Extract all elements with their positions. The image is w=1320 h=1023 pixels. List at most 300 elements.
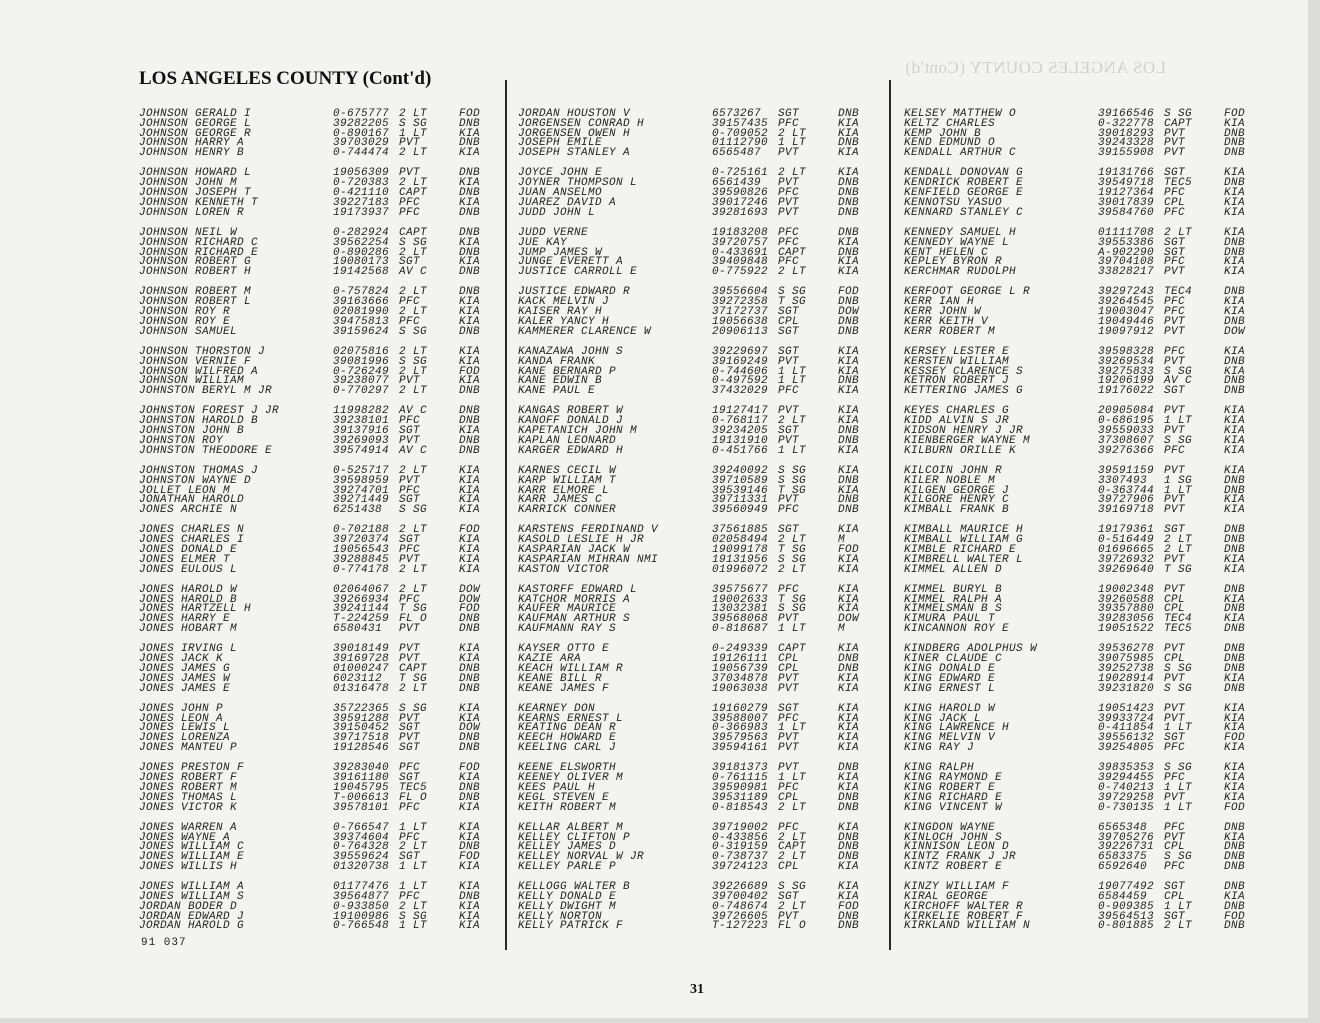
entry-group bbox=[518, 821, 888, 873]
rank: PVT bbox=[399, 623, 421, 636]
status-code: KIA bbox=[1224, 672, 1246, 685]
rank: PVT bbox=[778, 405, 800, 418]
status-code: DNB bbox=[838, 841, 860, 854]
entry-group bbox=[139, 345, 509, 398]
serial-number: 19049446 bbox=[1098, 315, 1155, 328]
rank: PFC bbox=[399, 484, 421, 497]
roster-entry bbox=[139, 863, 509, 873]
rank: 2 LT bbox=[399, 147, 428, 160]
soldier-name: KIRKELIE ROBERT F bbox=[904, 910, 1024, 923]
soldier-name: KARR JAMES C bbox=[518, 494, 603, 507]
soldier-name: KEGL STEVEN E bbox=[518, 791, 610, 804]
serial-number: 0-366983 bbox=[712, 722, 769, 735]
rank: PVT bbox=[778, 147, 800, 160]
status-code: KIA bbox=[459, 375, 481, 388]
soldier-name: KELLEY NORVAL W JR bbox=[518, 851, 645, 864]
soldier-name: KERR IAN H bbox=[904, 296, 975, 309]
status-code: DNB bbox=[459, 613, 481, 626]
serial-number: 11998282 bbox=[333, 405, 390, 418]
serial-number: 19077492 bbox=[1098, 881, 1155, 894]
scan-edge bbox=[1308, 0, 1320, 1023]
status-code: DNB bbox=[1224, 147, 1246, 160]
rank: T SG bbox=[1164, 563, 1193, 576]
soldier-name: KIRCHOFF WALTER R bbox=[904, 900, 1024, 913]
soldier-name: KIMURA PAUL T bbox=[904, 613, 996, 626]
rank: PFC bbox=[1164, 296, 1186, 309]
status-code: KIA bbox=[838, 147, 860, 160]
roster-entry bbox=[139, 506, 509, 516]
soldier-name: KIMBALL WILLIAM G bbox=[904, 534, 1024, 547]
status-code: DNB bbox=[459, 623, 481, 636]
soldier-name: JOHNSTON WAYNE D bbox=[139, 474, 252, 487]
soldier-name: JOHNSON WILFRED A bbox=[139, 365, 259, 378]
rank: PFC bbox=[778, 187, 800, 200]
soldier-name: JORDAN BODER D bbox=[139, 900, 238, 913]
serial-number: 19097912 bbox=[1098, 325, 1155, 338]
serial-number: 19131766 bbox=[1098, 167, 1155, 180]
rank: SGT bbox=[399, 425, 421, 438]
entry-group bbox=[904, 583, 1274, 636]
roster-entry bbox=[904, 149, 1274, 159]
rank: PFC bbox=[778, 226, 800, 239]
soldier-name: KARP WILLIAM T bbox=[518, 474, 617, 487]
entry-group bbox=[904, 764, 1274, 813]
status-code: DNB bbox=[838, 653, 860, 666]
status-code: DNB bbox=[1224, 474, 1246, 487]
soldier-name: JOYNER THOMPSON L bbox=[518, 177, 638, 190]
soldier-name: KINZY WILLIAM F bbox=[904, 881, 1010, 894]
status-code: FOD bbox=[838, 543, 860, 556]
entry-group bbox=[518, 407, 888, 456]
status-code: KIA bbox=[838, 682, 860, 695]
serial-number: 0-757824 bbox=[333, 286, 390, 299]
soldier-name: JUE KAY bbox=[518, 236, 568, 249]
status-code: KIA bbox=[459, 494, 481, 507]
entry-group bbox=[518, 645, 888, 694]
soldier-name: KINTZ ROBERT E bbox=[904, 861, 1003, 873]
entry-group bbox=[904, 345, 1274, 398]
roster-entry bbox=[518, 387, 888, 397]
status-code: KIA bbox=[1224, 266, 1246, 279]
status-code: DNB bbox=[838, 375, 860, 388]
soldier-name: KEITH ROBERT M bbox=[518, 801, 617, 814]
status-code: KIA bbox=[1224, 415, 1246, 428]
soldier-name: KELLY NORTON bbox=[518, 910, 603, 923]
roster-column-1 bbox=[139, 110, 509, 943]
rank: PFC bbox=[778, 385, 800, 398]
status-code: DNB bbox=[1224, 355, 1246, 368]
entry-group bbox=[904, 702, 1274, 755]
rank: PVT bbox=[1164, 127, 1186, 140]
soldier-name: JOHNSON HARRY A bbox=[139, 137, 245, 150]
rank: PVT bbox=[1164, 425, 1186, 438]
serial-number: 39260588 bbox=[1098, 593, 1155, 606]
soldier-name: JONES JAMES E bbox=[139, 682, 231, 695]
soldier-name: JOHNSON KENNETH T bbox=[139, 196, 259, 209]
rank: SGT bbox=[1164, 167, 1186, 180]
status-code: DNB bbox=[838, 206, 860, 219]
soldier-name: KENNEDY WAYNE L bbox=[904, 236, 1010, 249]
status-code: KIA bbox=[459, 563, 481, 576]
rank: PFC bbox=[1164, 345, 1186, 358]
rank: PFC bbox=[399, 196, 421, 209]
rank: 1 LT bbox=[399, 821, 428, 834]
serial-number: 39169718 bbox=[1098, 504, 1155, 517]
rank: PFC bbox=[399, 543, 421, 556]
soldier-name: JOSEPH EMILE bbox=[518, 137, 603, 150]
soldier-name: KELLEY JAMES D bbox=[518, 841, 617, 854]
status-code: DNB bbox=[1224, 286, 1246, 299]
status-code: KIA bbox=[459, 772, 481, 785]
soldier-name: KING JACK L bbox=[904, 712, 982, 725]
rank: SGT bbox=[399, 851, 421, 864]
serial-number: 39181373 bbox=[712, 762, 769, 775]
entry-group bbox=[904, 526, 1274, 575]
rank: PVT bbox=[778, 672, 800, 685]
status-code: KIA bbox=[838, 464, 860, 477]
serial-number: 39590826 bbox=[712, 187, 769, 200]
soldier-name: KILER NOBLE M bbox=[904, 474, 996, 487]
serial-number: 39579563 bbox=[712, 732, 769, 745]
serial-number: 39564877 bbox=[333, 891, 390, 904]
serial-number: 0-818687 bbox=[712, 623, 769, 636]
status-code: KIA bbox=[838, 405, 860, 418]
status-code: DNB bbox=[1224, 841, 1246, 854]
soldier-name: KAYSER OTTO E bbox=[518, 643, 610, 656]
serial-number: 39281693 bbox=[712, 206, 769, 219]
serial-number: 01996072 bbox=[712, 563, 769, 576]
status-code: DNB bbox=[838, 851, 860, 864]
serial-number: 0-421110 bbox=[333, 187, 390, 200]
serial-number: 39243328 bbox=[1098, 137, 1155, 150]
rank: 1 LT bbox=[778, 137, 807, 150]
soldier-name: KING RAYMOND E bbox=[904, 772, 1003, 785]
rank: PVT bbox=[1164, 405, 1186, 418]
roster-entry bbox=[139, 563, 509, 576]
rank: 1 LT bbox=[1164, 415, 1193, 428]
status-code: KIA bbox=[838, 355, 860, 368]
rank: 1 SG bbox=[1164, 474, 1193, 487]
rank: SGT bbox=[1164, 881, 1186, 894]
rank: SGT bbox=[1164, 385, 1186, 398]
soldier-name: KANAZAWA JOHN S bbox=[518, 345, 624, 358]
serial-number: 19051522 bbox=[1098, 623, 1155, 636]
rank: CAPT bbox=[399, 662, 428, 675]
rank: AV C bbox=[1164, 375, 1193, 388]
status-code: KIA bbox=[838, 444, 860, 457]
status-code: DNB bbox=[459, 266, 481, 279]
rank: CAPT bbox=[399, 226, 428, 239]
roster-entry bbox=[518, 922, 888, 932]
rank: PFC bbox=[1164, 861, 1186, 873]
soldier-name: KASPARIAN JACK W bbox=[518, 543, 631, 556]
rank: PFC bbox=[399, 593, 421, 606]
serial-number: 0-761115 bbox=[712, 772, 769, 785]
soldier-name: JONES ELMER T bbox=[139, 553, 231, 566]
status-code: KIA bbox=[1224, 444, 1246, 457]
status-code: DOW bbox=[459, 722, 481, 735]
serial-number: 39374604 bbox=[333, 831, 390, 844]
soldier-name: KAPLAN LEONARD bbox=[518, 434, 617, 447]
rank: SGT bbox=[1164, 524, 1186, 537]
status-code: KIA bbox=[1224, 256, 1246, 269]
status-code: FOD bbox=[1224, 910, 1246, 923]
status-code: DNB bbox=[838, 108, 860, 120]
rank: T SG bbox=[778, 593, 807, 606]
serial-number: 39288845 bbox=[333, 553, 390, 566]
rank: CPL bbox=[1164, 196, 1186, 209]
entry-group bbox=[518, 226, 888, 279]
soldier-name: JOHNSON NEIL W bbox=[139, 226, 238, 239]
soldier-name: JOHNSON GEORGE L bbox=[139, 117, 252, 130]
rank: 1 LT bbox=[1164, 781, 1193, 794]
roster-entry bbox=[904, 563, 1274, 576]
soldier-name: KATCHOR MORRIS A bbox=[518, 593, 631, 606]
status-code: KIA bbox=[459, 296, 481, 309]
serial-number: 39705276 bbox=[1098, 831, 1155, 844]
status-code: KIA bbox=[1224, 553, 1246, 566]
serial-number: 6592640 bbox=[1098, 861, 1148, 873]
soldier-name: JONES WAYNE A bbox=[139, 831, 231, 844]
soldier-name: KANE BERNARD P bbox=[518, 365, 617, 378]
rank: S SG bbox=[1164, 365, 1193, 378]
soldier-name: KAUFMANN RAY S bbox=[518, 623, 617, 636]
soldier-name: JOHNSTON FOREST J JR bbox=[139, 405, 280, 418]
soldier-name: KAZIE ARA bbox=[518, 653, 582, 666]
serial-number: 39578101 bbox=[333, 801, 390, 814]
rank: PVT bbox=[1164, 791, 1186, 804]
roster-entry bbox=[904, 863, 1274, 873]
soldier-name: JOHNSON ROY R bbox=[139, 306, 231, 319]
soldier-name: KELTZ CHARLES bbox=[904, 117, 996, 130]
soldier-name: JOHNSON ROBERT H bbox=[139, 266, 252, 279]
soldier-name: JOHNSON SAMUEL bbox=[139, 325, 238, 338]
rank: CPL bbox=[1164, 593, 1186, 606]
entry-group bbox=[139, 526, 509, 575]
rank: PVT bbox=[399, 375, 421, 388]
roster-entry bbox=[904, 325, 1274, 338]
rank: PFC bbox=[399, 831, 421, 844]
soldier-name: JOHNSON ROBERT M bbox=[139, 286, 252, 299]
soldier-name: JOHNSON ROBERT G bbox=[139, 256, 252, 269]
status-code: DNB bbox=[838, 187, 860, 200]
rank: SGT bbox=[399, 722, 421, 735]
serial-number: 39163666 bbox=[333, 296, 390, 309]
soldier-name: JONES WILLIAM E bbox=[139, 851, 245, 864]
rank: 2 LT bbox=[399, 563, 428, 576]
entry-group bbox=[904, 645, 1274, 694]
status-code: KIA bbox=[1224, 464, 1246, 477]
entry-group bbox=[518, 110, 888, 159]
serial-number: 19099178 bbox=[712, 543, 769, 556]
serial-number: 39933724 bbox=[1098, 712, 1155, 725]
serial-number: 6565487 bbox=[712, 147, 762, 160]
rank: 2 LT bbox=[778, 127, 807, 140]
rank: TEC5 bbox=[399, 781, 428, 794]
status-code: DNB bbox=[459, 732, 481, 745]
rank: PFC bbox=[778, 117, 800, 130]
serial-number: 39266934 bbox=[333, 593, 390, 606]
rank: CPL bbox=[1164, 841, 1186, 854]
serial-number: 20905084 bbox=[1098, 405, 1155, 418]
soldier-name: KEMP JOHN B bbox=[904, 127, 982, 140]
soldier-name: JUSTICE EDWARD R bbox=[518, 286, 631, 299]
entry-group bbox=[518, 169, 888, 218]
status-code: FOD bbox=[1224, 732, 1246, 745]
serial-number: 6583375 bbox=[1098, 851, 1148, 864]
status-code: DOW bbox=[838, 306, 860, 319]
serial-number: 19100986 bbox=[333, 910, 390, 923]
status-code: DNB bbox=[459, 137, 481, 150]
status-code: KIA bbox=[1224, 345, 1246, 358]
roster-entry bbox=[518, 506, 888, 516]
serial-number: 39276366 bbox=[1098, 444, 1155, 457]
status-code: DNB bbox=[459, 187, 481, 200]
rank: SGT bbox=[778, 891, 800, 904]
roster-entry bbox=[139, 206, 509, 219]
serial-number: 19126111 bbox=[712, 653, 769, 666]
rank: PFC bbox=[1164, 742, 1186, 755]
serial-number: 0-730135 bbox=[1098, 801, 1155, 814]
rank: PVT bbox=[1164, 266, 1186, 279]
status-code: DNB bbox=[459, 682, 481, 695]
serial-number: 39081996 bbox=[333, 355, 390, 368]
entry-group bbox=[904, 169, 1274, 218]
status-code: KIA bbox=[459, 831, 481, 844]
soldier-name: JONES WILLIAM A bbox=[139, 881, 245, 894]
serial-number: 39531189 bbox=[712, 791, 769, 804]
serial-number: 39240092 bbox=[712, 464, 769, 477]
soldier-name: JOHNSTON ROY bbox=[139, 434, 224, 447]
serial-number: 19127417 bbox=[712, 405, 769, 418]
rank: SGT bbox=[399, 772, 421, 785]
rank: CPL bbox=[1164, 891, 1186, 904]
status-code: FOD bbox=[459, 851, 481, 864]
serial-number: 19206199 bbox=[1098, 375, 1155, 388]
rank: PVT bbox=[399, 167, 421, 180]
soldier-name: JOSEPH STANLEY A bbox=[518, 147, 631, 160]
roster-entry bbox=[904, 506, 1274, 516]
soldier-name: KELLEY PARLE P bbox=[518, 861, 617, 873]
rank: PVT bbox=[1164, 702, 1186, 715]
serial-number: 19028914 bbox=[1098, 672, 1155, 685]
serial-number: 0-686195 bbox=[1098, 415, 1155, 428]
soldier-name: KERR ROBERT M bbox=[904, 325, 996, 338]
serial-number: 0-322778 bbox=[1098, 117, 1155, 130]
serial-number: 01320738 bbox=[333, 861, 390, 873]
status-code: KIA bbox=[459, 464, 481, 477]
rank: PVT bbox=[1164, 315, 1186, 328]
soldier-name: JONES HAROLD W bbox=[139, 583, 238, 596]
rank: 2 LT bbox=[399, 108, 428, 120]
status-code: KIA bbox=[1224, 772, 1246, 785]
serial-number: 39568068 bbox=[712, 613, 769, 626]
serial-number: 39226689 bbox=[712, 881, 769, 894]
serial-number: 39229697 bbox=[712, 345, 769, 358]
soldier-name: KEYES CHARLES G bbox=[904, 405, 1010, 418]
serial-number: 19176022 bbox=[1098, 385, 1155, 398]
serial-number: 6023112 bbox=[333, 672, 383, 685]
soldier-name: JOHNSON RICHARD C bbox=[139, 236, 259, 249]
soldier-name: JONES ARCHIE N bbox=[139, 504, 238, 517]
soldier-name: KILBURN ORILLE K bbox=[904, 444, 1017, 457]
serial-number: 39835353 bbox=[1098, 762, 1155, 775]
status-code: KIA bbox=[1224, 365, 1246, 378]
rank: CAPT bbox=[778, 246, 807, 259]
status-code: DNB bbox=[1224, 583, 1246, 596]
status-code: KIA bbox=[459, 127, 481, 140]
soldier-name: KELLY PATRICK F bbox=[518, 920, 624, 933]
serial-number: 39704108 bbox=[1098, 256, 1155, 269]
soldier-name: KAPETANICH JOHN M bbox=[518, 425, 638, 438]
soldier-name: JORDAN HOUSTON V bbox=[518, 108, 631, 120]
roster-entry bbox=[518, 325, 888, 338]
status-code: DNB bbox=[838, 762, 860, 775]
serial-number: 39018149 bbox=[333, 643, 390, 656]
rank: PVT bbox=[1164, 712, 1186, 725]
status-code: KIA bbox=[838, 127, 860, 140]
soldier-name: KEARNS ERNEST L bbox=[518, 712, 624, 725]
serial-number: 39729258 bbox=[1098, 791, 1155, 804]
status-code: DNB bbox=[1224, 643, 1246, 656]
serial-number: 39564513 bbox=[1098, 910, 1155, 923]
rank: PFC bbox=[1164, 772, 1186, 785]
soldier-name: KERR JOHN W bbox=[904, 306, 982, 319]
soldier-name: KANOFF DONALD J bbox=[518, 415, 624, 428]
rank: T SG bbox=[778, 296, 807, 309]
status-code: DNB bbox=[459, 117, 481, 130]
rank: AV C bbox=[399, 444, 428, 457]
serial-number: 39720757 bbox=[712, 236, 769, 249]
rank: 2 LT bbox=[399, 682, 428, 695]
roster-entry bbox=[139, 149, 509, 159]
rank: S SG bbox=[399, 236, 428, 249]
serial-number: 39556132 bbox=[1098, 732, 1155, 745]
status-code: KIA bbox=[1224, 226, 1246, 239]
soldier-name: JOHNSON HOWARD L bbox=[139, 167, 252, 180]
soldier-name: KING RALPH bbox=[904, 762, 975, 775]
serial-number: 39231820 bbox=[1098, 682, 1155, 695]
serial-number: 39575677 bbox=[712, 583, 769, 596]
soldier-name: KELLY DONALD E bbox=[518, 891, 617, 904]
status-code: DNB bbox=[1224, 821, 1246, 834]
entry-group bbox=[139, 226, 509, 279]
status-code: KIA bbox=[459, 534, 481, 547]
serial-number: 39720374 bbox=[333, 534, 390, 547]
soldier-name: KENFIELD GEORGE E bbox=[904, 187, 1024, 200]
soldier-name: JUNGE EVERETT A bbox=[518, 256, 624, 269]
serial-number: 39269534 bbox=[1098, 355, 1155, 368]
status-code: KIA bbox=[1224, 196, 1246, 209]
soldier-name: KERSEY LESTER E bbox=[904, 345, 1010, 358]
rank: 1 LT bbox=[778, 444, 807, 457]
status-code: KIA bbox=[1224, 494, 1246, 507]
soldier-name: JONES HARTZELL H bbox=[139, 603, 252, 616]
soldier-name: KIDSON HENRY J JR bbox=[904, 425, 1024, 438]
serial-number: 0-933850 bbox=[333, 900, 390, 913]
soldier-name: KASPARIAN MIHRAN NMI bbox=[518, 553, 659, 566]
serial-number: 39155908 bbox=[1098, 147, 1155, 160]
rank: PVT bbox=[1164, 464, 1186, 477]
rank: S SG bbox=[399, 702, 428, 715]
status-code: KIA bbox=[838, 881, 860, 894]
status-code: KIA bbox=[838, 553, 860, 566]
soldier-name: KASTORFF EDWARD L bbox=[518, 583, 638, 596]
serial-number: 39719002 bbox=[712, 821, 769, 834]
status-code: KIA bbox=[838, 365, 860, 378]
roster-entry bbox=[904, 206, 1274, 219]
serial-number: 0-770297 bbox=[333, 385, 390, 398]
